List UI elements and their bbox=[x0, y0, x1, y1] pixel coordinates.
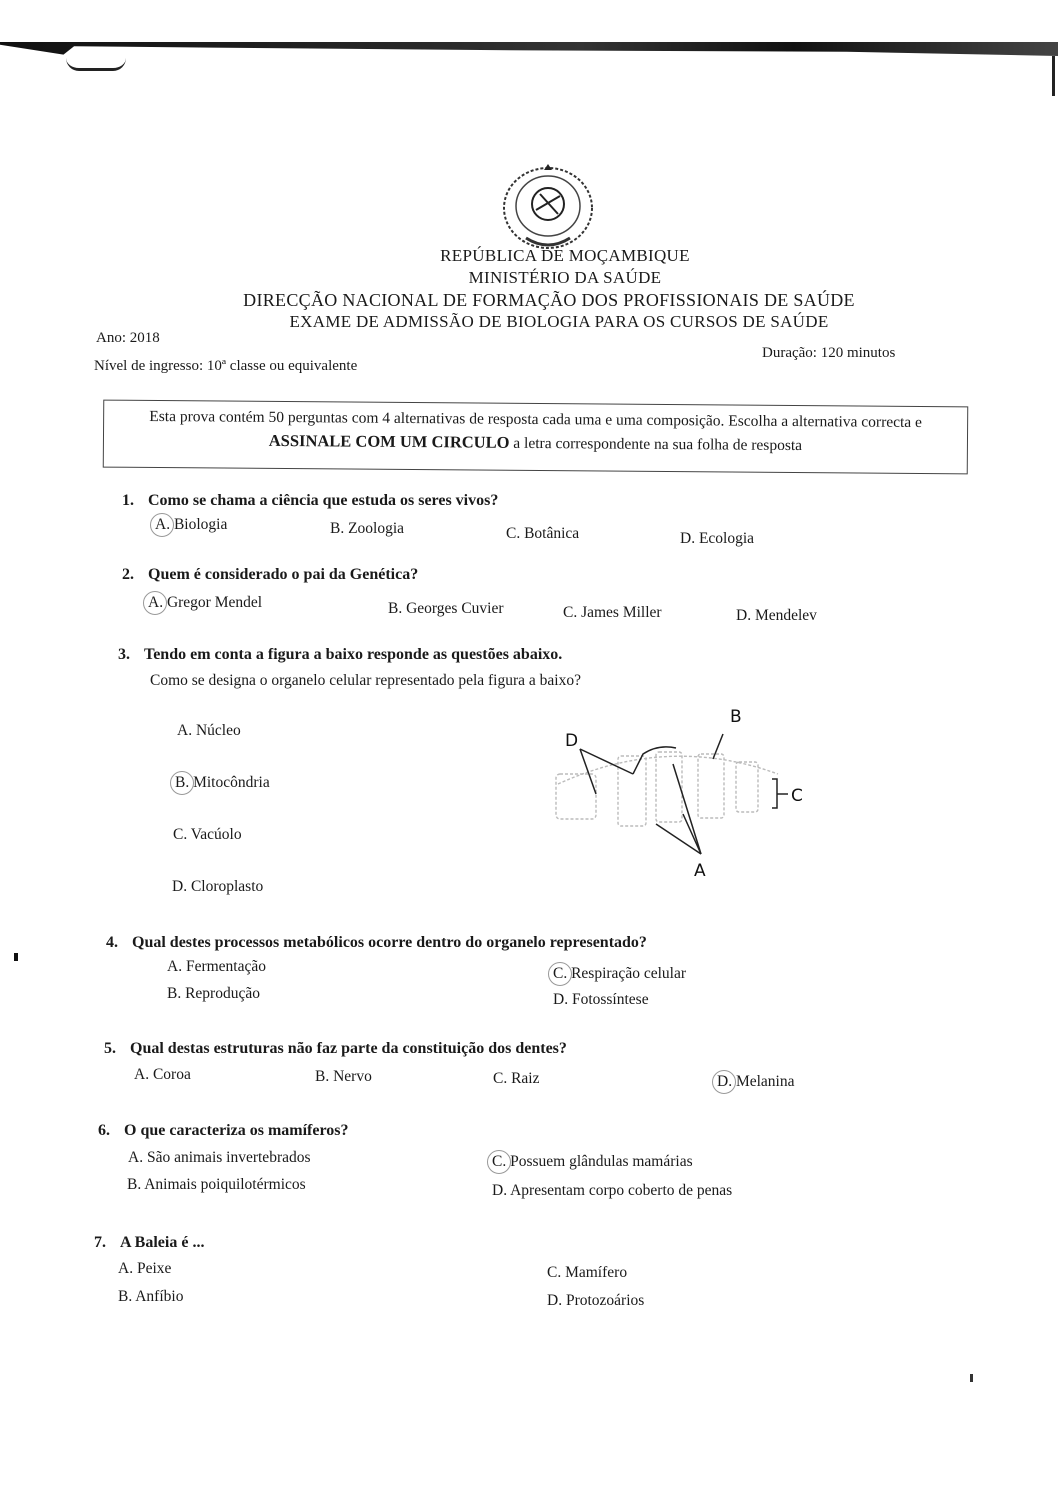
q7-option-b[interactable]: B. Anfíbio bbox=[118, 1288, 184, 1305]
instructions-text-2: a letra correspondente na sua folha de resposta bbox=[509, 434, 803, 455]
question-text: Como se chama a ciência que estuda os seres vivos? bbox=[148, 492, 499, 509]
question-number: 7. bbox=[94, 1234, 106, 1251]
q2-option-a[interactable]: A. Gregor Mendel bbox=[148, 594, 263, 611]
instructions-emphasis: ASSINALE COM UM CIRCULO bbox=[268, 430, 510, 452]
q5-option-a[interactable]: A. Coroa bbox=[134, 1066, 191, 1083]
question-1 bbox=[122, 492, 498, 510]
question-7 bbox=[94, 1234, 204, 1252]
scan-edge-artifact bbox=[1052, 56, 1055, 96]
q6-option-b[interactable]: B. Animais poiquilotérmicos bbox=[127, 1176, 306, 1193]
organelle-diagram bbox=[548, 704, 818, 884]
q1-option-a[interactable]: A. Biologia bbox=[155, 516, 228, 533]
q4-option-b[interactable]: B. Reprodução bbox=[167, 985, 260, 1002]
q1-option-c[interactable]: C. Botânica bbox=[506, 525, 580, 542]
question-number: 6. bbox=[98, 1122, 110, 1139]
q6-option-c[interactable]: C. Possuem glândulas mamárias bbox=[492, 1153, 693, 1170]
scan-mark-artifact bbox=[66, 58, 126, 71]
q6-option-d[interactable]: D. Apresentam corpo coberto de penas bbox=[492, 1182, 733, 1199]
figure-label-a: A bbox=[694, 861, 706, 881]
question-text: O que caracteriza os mamíferos? bbox=[124, 1122, 349, 1139]
question-text: Qual destes processos metabólicos ocorre dentro do organelo representado? bbox=[132, 934, 647, 951]
question-text: A Baleia é ... bbox=[120, 1234, 205, 1251]
q5-option-b[interactable]: B. Nervo bbox=[315, 1068, 372, 1085]
q3-option-d[interactable]: D. Cloroplasto bbox=[172, 878, 264, 895]
q7-option-d[interactable]: D. Protozoários bbox=[547, 1292, 645, 1309]
question-number: 3. bbox=[118, 646, 130, 663]
question-3-subtext: Como se designa o organelo celular representado pela figura a baixo? bbox=[150, 672, 581, 689]
question-number: 4. bbox=[106, 934, 118, 951]
question-4 bbox=[106, 934, 647, 952]
pointer-lines bbox=[580, 734, 788, 854]
question-number: 1. bbox=[122, 492, 134, 509]
q4-option-a[interactable]: A. Fermentação bbox=[167, 958, 266, 975]
scan-dot-artifact bbox=[14, 953, 18, 961]
question-text: Qual destas estruturas não faz parte da constituição dos dentes? bbox=[130, 1040, 567, 1057]
scan-border-artifact bbox=[0, 42, 1058, 56]
question-number: 2. bbox=[122, 566, 134, 583]
page-mark bbox=[970, 1374, 973, 1382]
q5-option-c[interactable]: C. Raiz bbox=[493, 1070, 540, 1087]
question-number: 5. bbox=[104, 1040, 116, 1057]
q3-option-b[interactable]: B. Mitocôndria bbox=[175, 774, 270, 791]
q3-option-c[interactable]: C. Vacúolo bbox=[173, 826, 242, 843]
q2-option-c[interactable]: C. James Miller bbox=[563, 604, 662, 621]
instructions-text-1: Esta prova contém 50 perguntas com 4 alternativas de resposta cada uma e uma composição. Escolha a alternativa correcta e bbox=[149, 407, 923, 432]
question-2 bbox=[122, 566, 418, 584]
q6-option-a[interactable]: A. São animais invertebrados bbox=[128, 1149, 311, 1166]
exam-duration: Duração: 120 minutos bbox=[762, 345, 896, 361]
q1-option-d[interactable]: D. Ecologia bbox=[680, 530, 755, 547]
question-text: Tendo em conta a figura a baixo responde as questões abaixo. bbox=[144, 646, 563, 663]
header-ministry: MINISTÉRIO DA SAÚDE bbox=[468, 268, 662, 287]
q5-option-d[interactable]: D. Melanina bbox=[717, 1073, 795, 1090]
instructions-box bbox=[103, 400, 969, 475]
question-5 bbox=[104, 1040, 567, 1058]
q2-option-b[interactable]: B. Georges Cuvier bbox=[388, 600, 504, 617]
q4-option-c[interactable]: C. Respiração celular bbox=[553, 965, 686, 982]
figure-label-b: B bbox=[730, 707, 742, 727]
q3-option-a[interactable]: A. Núcleo bbox=[177, 722, 241, 739]
question-6 bbox=[98, 1122, 349, 1140]
header-country: REPÚBLICA DE MOÇAMBIQUE bbox=[440, 246, 690, 265]
q1-option-b[interactable]: B. Zoologia bbox=[330, 520, 405, 537]
exam-year: Ano: 2018 bbox=[96, 330, 160, 346]
header-directorate: DIRECÇÃO NACIONAL DE FORMAÇÃO DOS PROFISSIONAIS DE SAÚDE bbox=[243, 290, 855, 310]
coat-of-arms-icon bbox=[500, 164, 596, 254]
header-exam-title: EXAME DE ADMISSÃO DE BIOLOGIA PARA OS CURSOS DE SAÚDE bbox=[289, 312, 829, 331]
grana-stacks bbox=[556, 752, 778, 826]
question-text: Quem é considerado o pai da Genética? bbox=[148, 566, 419, 583]
question-3 bbox=[118, 646, 562, 664]
figure-label-d: D bbox=[565, 731, 579, 751]
figure-label-c: C bbox=[791, 786, 803, 806]
q7-option-c[interactable]: C. Mamífero bbox=[547, 1264, 628, 1281]
q4-option-d[interactable]: D. Fotossíntese bbox=[553, 991, 649, 1008]
q7-option-a[interactable]: A. Peixe bbox=[118, 1260, 172, 1277]
q2-option-d[interactable]: D. Mendelev bbox=[736, 607, 817, 624]
entry-level: Nível de ingresso: 10ª classe ou equivalente bbox=[94, 358, 358, 374]
